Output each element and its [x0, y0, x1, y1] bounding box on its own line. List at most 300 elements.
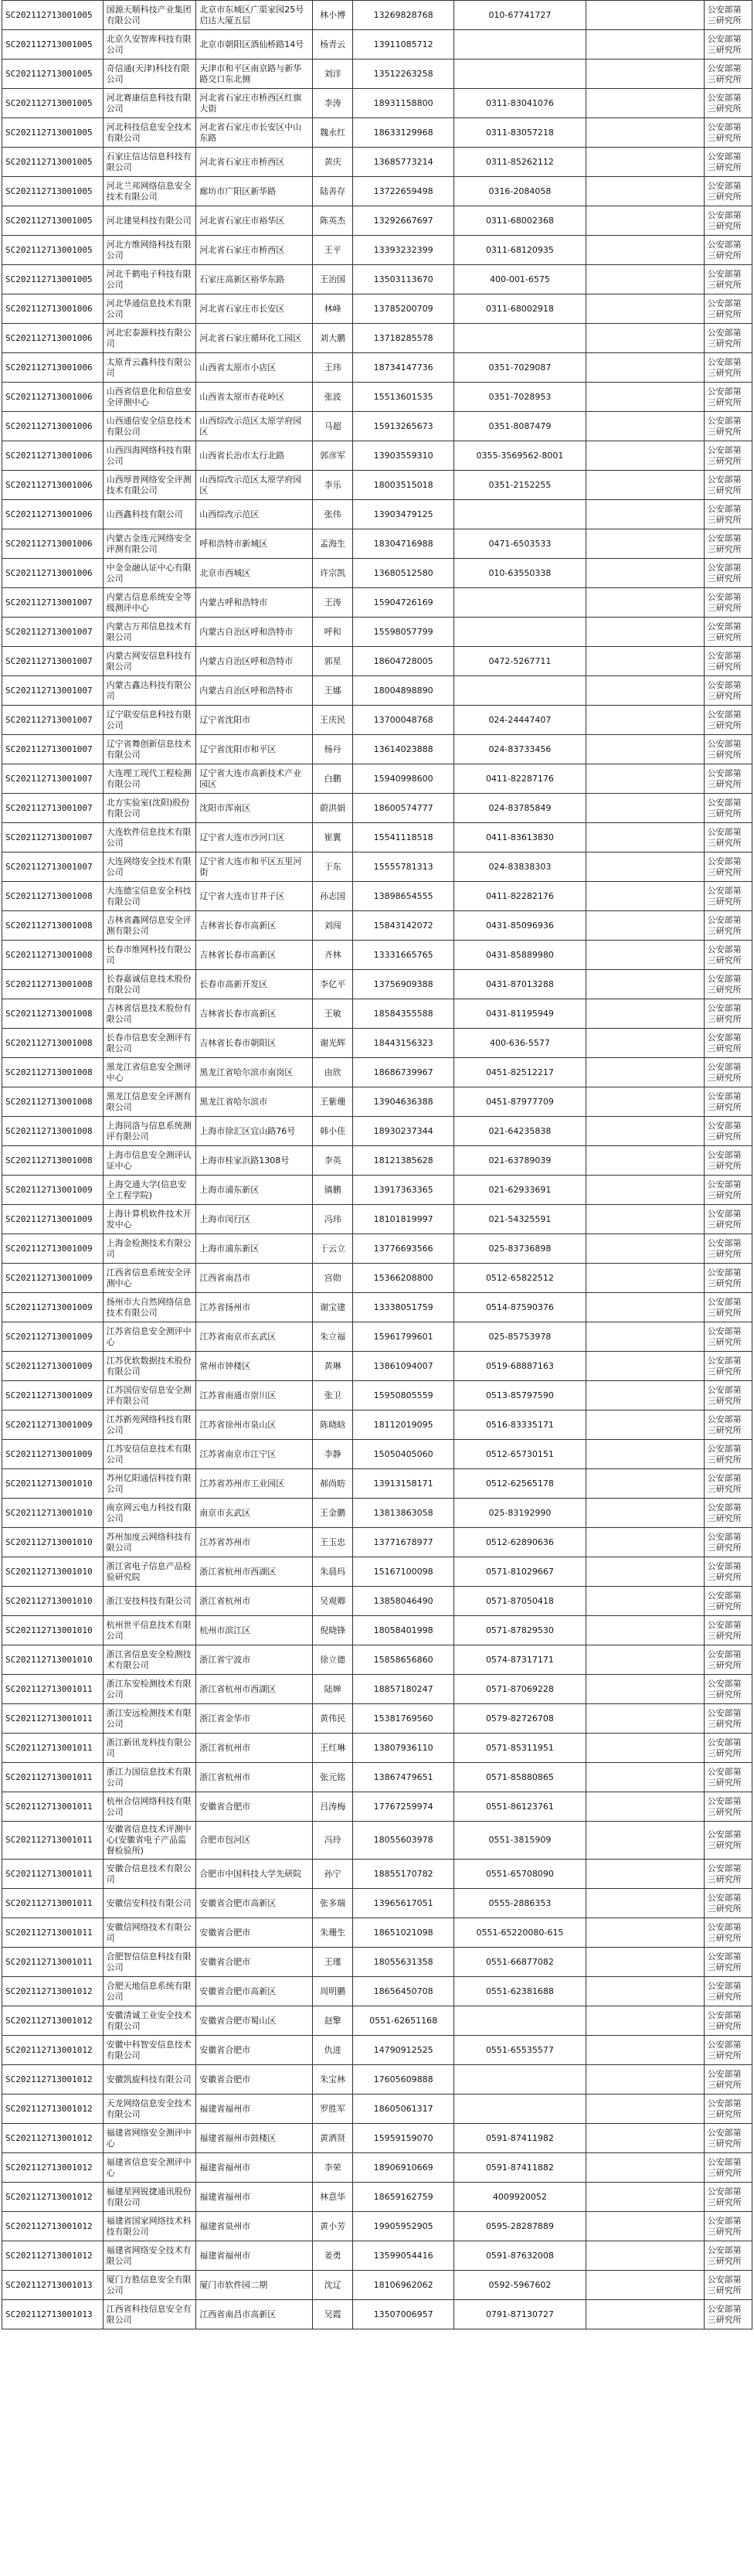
address-cell: 辽宁省大连市甘井子区 — [196, 882, 313, 911]
office-phone-cell: 024-83838303 — [453, 852, 586, 882]
company-name-cell: 浙江安远检测技术有限公司 — [103, 1704, 196, 1734]
note-cell — [586, 529, 704, 559]
mobile-phone-cell: 13331665765 — [353, 941, 454, 970]
note-cell — [586, 1675, 704, 1704]
note-cell — [586, 882, 704, 911]
note-cell — [586, 383, 704, 412]
note-cell — [586, 1176, 704, 1205]
company-name-cell: 浙江新讯龙科技有限公司 — [103, 1734, 196, 1763]
contact-person-cell: 徐立德 — [313, 1645, 353, 1675]
record-id-cell: SC202112713001005 — [2, 60, 104, 89]
mobile-phone-cell: 18443156323 — [353, 1029, 454, 1058]
dept-cell: 公安部第三研究所 — [704, 2065, 752, 2094]
contact-person-cell: 王平 — [313, 236, 353, 265]
contact-person-cell: 蔚洪娟 — [313, 794, 353, 823]
record-id-cell: SC202112713001012 — [2, 2183, 104, 2212]
mobile-phone-cell: 13813863058 — [353, 1499, 454, 1528]
office-phone-cell: 010-63550338 — [453, 559, 586, 588]
company-name-cell: 山西厚普网络安全评测技术有限公司 — [103, 471, 196, 500]
address-cell: 河北省石家庄市桥西区 — [196, 148, 313, 177]
table-row — [2, 265, 752, 294]
office-phone-cell — [453, 30, 586, 60]
office-phone-cell: 0355-3569562-8001 — [453, 441, 586, 471]
table-row — [2, 999, 752, 1029]
record-id-cell: SC202112713001011 — [2, 1792, 104, 1822]
record-id-cell: SC202112713001008 — [2, 999, 104, 1029]
dept-cell: 公安部第三研究所 — [704, 823, 752, 852]
company-name-cell: 山西四海网络科技有限公司 — [103, 441, 196, 471]
contact-person-cell: 吴观卿 — [313, 1587, 353, 1616]
mobile-phone-cell: 13680512580 — [353, 559, 454, 588]
office-phone-cell — [453, 324, 586, 353]
table-row — [2, 1469, 752, 1499]
contact-person-cell: 朱宝林 — [313, 2065, 353, 2094]
table-row — [2, 647, 752, 676]
address-cell: 天津市和平区南京路与新华路交口东北侧 — [196, 60, 313, 89]
office-phone-cell: 0571-85880865 — [453, 1763, 586, 1792]
office-phone-cell: 0311-83057218 — [453, 118, 586, 148]
dept-cell: 公安部第三研究所 — [704, 1058, 752, 1087]
record-id-cell: SC202112713001005 — [2, 30, 104, 60]
address-cell: 辽宁省大连市沙河口区 — [196, 823, 313, 852]
address-cell: 江苏省徐州市泉山区 — [196, 1411, 313, 1440]
dept-cell: 公安部第三研究所 — [704, 676, 752, 706]
note-cell — [586, 2153, 704, 2183]
dept-cell: 公安部第三研究所 — [704, 148, 752, 177]
mobile-phone-cell: 13807936110 — [353, 1734, 454, 1763]
dept-cell: 公安部第三研究所 — [704, 383, 752, 412]
table-row — [2, 2036, 752, 2065]
company-name-cell: 河北兰邦网络信息安全技术有限公司 — [103, 177, 196, 206]
dept-cell: 公安部第三研究所 — [704, 706, 752, 735]
table-row — [2, 1675, 752, 1704]
note-cell — [586, 559, 704, 588]
record-id-cell: SC202112713001009 — [2, 1205, 104, 1234]
mobile-phone-cell: 13858046490 — [353, 1587, 454, 1616]
note-cell — [586, 1469, 704, 1499]
company-name-cell: 黑龙江信息安全评测有限公司 — [103, 1087, 196, 1117]
table-row — [2, 2300, 752, 2329]
table-row — [2, 529, 752, 559]
contact-person-cell: 于东 — [313, 852, 353, 882]
record-id-cell: SC202112713001010 — [2, 1616, 104, 1645]
contact-person-cell: 马超 — [313, 412, 353, 441]
contact-person-cell: 王红琳 — [313, 1734, 353, 1763]
mobile-phone-cell: 13512263258 — [353, 60, 454, 89]
office-phone-cell — [453, 2094, 586, 2124]
office-phone-cell: 0591-87411882 — [453, 2153, 586, 2183]
address-cell: 江西省南昌市高新区 — [196, 2300, 313, 2329]
company-name-cell: 山西省信息化和信息安全评测中心 — [103, 383, 196, 412]
company-name-cell: 上海交通大学(信息安全工程学院) — [103, 1176, 196, 1205]
company-name-cell: 上海市信息安全测评认证中心 — [103, 1146, 196, 1176]
address-cell: 辽宁省大连市和平区五里河街 — [196, 852, 313, 882]
company-name-cell: 上海金检测技术有限公司 — [103, 1234, 196, 1264]
dept-cell: 公安部第三研究所 — [704, 2271, 752, 2300]
table-row — [2, 1763, 752, 1792]
mobile-phone-cell: 13718285578 — [353, 324, 454, 353]
note-cell — [586, 2006, 704, 2036]
dept-cell: 公安部第三研究所 — [704, 294, 752, 324]
table-row — [2, 353, 752, 383]
table-row — [2, 970, 752, 999]
note-cell — [586, 735, 704, 764]
record-id-cell: SC202112713001011 — [2, 1704, 104, 1734]
contact-person-cell: 张元铭 — [313, 1763, 353, 1792]
note-cell — [586, 1528, 704, 1557]
dept-cell: 公安部第三研究所 — [704, 1587, 752, 1616]
dept-cell: 公安部第三研究所 — [704, 1918, 752, 1948]
record-id-cell: SC202112713001008 — [2, 941, 104, 970]
office-phone-cell: 0411-82282176 — [453, 882, 586, 911]
address-cell: 福建省福州市 — [196, 2094, 313, 2124]
address-cell: 吉林省长春市朝阳区 — [196, 1029, 313, 1058]
contact-person-cell: 杨丹 — [313, 735, 353, 764]
mobile-phone-cell: 18121385628 — [353, 1146, 454, 1176]
company-name-cell: 大连网络安全技术有限公司 — [103, 852, 196, 882]
office-phone-cell: 0791-87130727 — [453, 2300, 586, 2329]
office-phone-cell: 0431-85096936 — [453, 911, 586, 941]
record-id-cell: SC202112713001007 — [2, 735, 104, 764]
table-row — [2, 1411, 752, 1440]
note-cell — [586, 588, 704, 618]
dept-cell: 公安部第三研究所 — [704, 1704, 752, 1734]
record-id-cell: SC202112713001008 — [2, 1146, 104, 1176]
contact-person-cell: 于云立 — [313, 1234, 353, 1264]
office-phone-cell: 0514-87590376 — [453, 1293, 586, 1322]
note-cell — [586, 60, 704, 89]
office-phone-cell: 0551-65535577 — [453, 2036, 586, 2065]
mobile-phone-cell: 13685773214 — [353, 148, 454, 177]
mobile-phone-cell: 13700048768 — [353, 706, 454, 735]
company-name-cell: 福建省信息安全测评中心 — [103, 2153, 196, 2183]
table-row — [2, 1645, 752, 1675]
dept-cell: 公安部第三研究所 — [704, 1792, 752, 1822]
record-id-cell: SC202112713001006 — [2, 529, 104, 559]
address-cell: 福建省泉州市 — [196, 2212, 313, 2241]
office-phone-cell: 0472-5267711 — [453, 647, 586, 676]
dept-cell: 公安部第三研究所 — [704, 1440, 752, 1469]
dept-cell: 公安部第三研究所 — [704, 2212, 752, 2241]
mobile-phone-cell: 18659162759 — [353, 2183, 454, 2212]
table-row — [2, 30, 752, 60]
company-name-cell: 黑龙江省信息安全测评中心 — [103, 1058, 196, 1087]
dept-cell: 公安部第三研究所 — [704, 1734, 752, 1763]
record-id-cell: SC202112713001009 — [2, 1264, 104, 1293]
table-row — [2, 1528, 752, 1557]
record-id-cell: SC202112713001009 — [2, 1234, 104, 1264]
table-row — [2, 588, 752, 618]
company-name-cell: 长春市维网科技有限公司 — [103, 941, 196, 970]
mobile-phone-cell: 13599054416 — [353, 2241, 454, 2271]
table-row — [2, 2241, 752, 2271]
record-id-cell: SC202112713001006 — [2, 324, 104, 353]
company-name-cell: 内蒙古万邦信息技术有限公司 — [103, 618, 196, 647]
office-phone-cell: 0592-5967602 — [453, 2271, 586, 2300]
table-row — [2, 1205, 752, 1234]
contact-person-cell: 孙志国 — [313, 882, 353, 911]
dept-cell: 公安部第三研究所 — [704, 324, 752, 353]
table-row — [2, 1264, 752, 1293]
note-cell — [586, 30, 704, 60]
table-row — [2, 911, 752, 941]
record-id-cell: SC202112713001008 — [2, 1058, 104, 1087]
mobile-phone-cell: 15541118518 — [353, 823, 454, 852]
dept-cell: 公安部第三研究所 — [704, 2300, 752, 2329]
contact-person-cell: 黄庆 — [313, 148, 353, 177]
table-row — [2, 735, 752, 764]
office-phone-cell: 021-64235838 — [453, 1117, 586, 1146]
record-id-cell: SC202112713001009 — [2, 1322, 104, 1352]
company-name-cell: 中金金融认证中心有限公司 — [103, 559, 196, 588]
address-cell: 呼和浩特市新城区 — [196, 529, 313, 559]
dept-cell: 公安部第三研究所 — [704, 1117, 752, 1146]
mobile-phone-cell: 13503113670 — [353, 265, 454, 294]
address-cell: 浙江省杭州市西湖区 — [196, 1675, 313, 1704]
company-name-cell: 北方实验室(沈阳)股份有限公司 — [103, 794, 196, 823]
office-phone-cell: 024-83785849 — [453, 794, 586, 823]
address-cell: 浙江省杭州市西湖区 — [196, 1557, 313, 1587]
dept-cell: 公安部第三研究所 — [704, 1977, 752, 2006]
note-cell — [586, 1557, 704, 1587]
record-id-cell: SC202112713001007 — [2, 852, 104, 882]
contact-person-cell: 罗胜军 — [313, 2094, 353, 2124]
company-name-cell: 奇信通(天津)科技有限公司 — [103, 60, 196, 89]
record-id-cell: SC202112713001012 — [2, 2124, 104, 2153]
record-id-cell: SC202112713001005 — [2, 1, 104, 30]
office-phone-cell: 0431-81195949 — [453, 999, 586, 1029]
record-id-cell: SC202112713001008 — [2, 1087, 104, 1117]
office-phone-cell: 021-63789039 — [453, 1146, 586, 1176]
address-cell: 内蒙古自治区呼和浩特市 — [196, 676, 313, 706]
company-name-cell: 内蒙古网安信息科技有限公司 — [103, 647, 196, 676]
office-phone-cell: 0591-87632008 — [453, 2241, 586, 2271]
record-id-cell: SC202112713001006 — [2, 559, 104, 588]
record-id-cell: SC202112713001009 — [2, 1352, 104, 1381]
dept-cell: 公安部第三研究所 — [704, 1234, 752, 1264]
dept-cell: 公安部第三研究所 — [704, 412, 752, 441]
table-row — [2, 1557, 752, 1587]
address-cell: 江苏省南京市玄武区 — [196, 1322, 313, 1352]
address-cell: 辽宁省沈阳市 — [196, 706, 313, 735]
company-name-cell: 安徽清诚工业安全技术有限公司 — [103, 2006, 196, 2036]
table-row — [2, 1234, 752, 1264]
dept-cell: 公安部第三研究所 — [704, 1616, 752, 1645]
office-phone-cell: 0431-85889980 — [453, 941, 586, 970]
mobile-phone-cell: 15858656860 — [353, 1645, 454, 1675]
contact-person-cell: 朱晨玛 — [313, 1557, 353, 1587]
contact-person-cell: 崔翼 — [313, 823, 353, 852]
mobile-phone-cell: 17605609888 — [353, 2065, 454, 2094]
contact-person-cell: 宫勋 — [313, 1264, 353, 1293]
company-name-cell: 福建省国家网络技术科技有限公司 — [103, 2212, 196, 2241]
mobile-phone-cell: 15167100098 — [353, 1557, 454, 1587]
table-row — [2, 2271, 752, 2300]
contact-person-cell: 林意华 — [313, 2183, 353, 2212]
address-cell: 安徽省合肥市高新区 — [196, 1977, 313, 2006]
address-cell: 浙江省金华市 — [196, 1704, 313, 1734]
mobile-phone-cell: 15950805559 — [353, 1381, 454, 1411]
record-id-cell: SC202112713001010 — [2, 1645, 104, 1675]
address-cell: 安徽省合肥市蜀山区 — [196, 2006, 313, 2036]
record-id-cell: SC202112713001007 — [2, 647, 104, 676]
note-cell — [586, 2300, 704, 2329]
office-phone-cell: 024-83733456 — [453, 735, 586, 764]
table-row — [2, 1734, 752, 1763]
mobile-phone-cell: 15913265673 — [353, 412, 454, 441]
dept-cell: 公安部第三研究所 — [704, 1176, 752, 1205]
contact-person-cell: 朱立福 — [313, 1322, 353, 1352]
contact-person-cell: 郭星 — [313, 647, 353, 676]
table-row — [2, 1918, 752, 1948]
company-name-cell: 内蒙古金连元网络安全评测有限公司 — [103, 529, 196, 559]
mobile-phone-cell: 15940998600 — [353, 764, 454, 794]
table-row — [2, 1704, 752, 1734]
dept-cell: 公安部第三研究所 — [704, 764, 752, 794]
mobile-phone-cell: 13898654555 — [353, 882, 454, 911]
contact-person-cell: 沈辽 — [313, 2271, 353, 2300]
address-cell: 河北省石家庄市长安区中山东路 — [196, 118, 313, 148]
record-id-cell: SC202112713001012 — [2, 2212, 104, 2241]
mobile-phone-cell: 18584355588 — [353, 999, 454, 1029]
note-cell — [586, 1322, 704, 1352]
table-row — [2, 2006, 752, 2036]
company-name-cell: 杭州世平信息技术有限公司 — [103, 1616, 196, 1645]
note-cell — [586, 1734, 704, 1763]
record-id-cell: SC202112713001006 — [2, 294, 104, 324]
table-row — [2, 559, 752, 588]
table-row — [2, 1792, 752, 1822]
office-phone-cell: 0574-87317171 — [453, 1645, 586, 1675]
record-id-cell: SC202112713001009 — [2, 1440, 104, 1469]
table-row — [2, 1058, 752, 1087]
address-cell: 辽宁省沈阳市和平区 — [196, 735, 313, 764]
note-cell — [586, 353, 704, 383]
dept-cell: 公安部第三研究所 — [704, 206, 752, 236]
table-row — [2, 823, 752, 852]
dept-cell: 公安部第三研究所 — [704, 500, 752, 529]
record-id-cell: SC202112713001006 — [2, 500, 104, 529]
mobile-phone-cell: 15366208800 — [353, 1264, 454, 1293]
contact-person-cell: 白鹏 — [313, 764, 353, 794]
company-name-cell: 苏州加度云网络科技有限公司 — [103, 1528, 196, 1557]
mobile-phone-cell: 13771678977 — [353, 1528, 454, 1557]
company-name-cell: 浙江力国信息技术有限公司 — [103, 1763, 196, 1792]
company-name-cell: 江苏新苑网络科技有限公司 — [103, 1411, 196, 1440]
record-id-cell: SC202112713001012 — [2, 2153, 104, 2183]
contact-person-cell: 赵擎 — [313, 2006, 353, 2036]
record-id-cell: SC202112713001010 — [2, 1499, 104, 1528]
mobile-phone-cell: 18930237344 — [353, 1117, 454, 1146]
office-phone-cell: 0595-28287889 — [453, 2212, 586, 2241]
office-phone-cell: 024-24447407 — [453, 706, 586, 735]
note-cell — [586, 823, 704, 852]
address-cell: 江苏省苏州市 — [196, 1528, 313, 1557]
note-cell — [586, 412, 704, 441]
contact-person-cell: 陈英杰 — [313, 206, 353, 236]
mobile-phone-cell: 13903479125 — [353, 500, 454, 529]
note-cell — [586, 471, 704, 500]
dept-cell: 公安部第三研究所 — [704, 60, 752, 89]
record-id-cell: SC202112713001012 — [2, 2006, 104, 2036]
contact-person-cell: 张波 — [313, 383, 353, 412]
address-cell: 江苏省南京市江宁区 — [196, 1440, 313, 1469]
contact-person-cell: 刘闯 — [313, 911, 353, 941]
company-name-cell: 辽宁联安信息科技有限公司 — [103, 706, 196, 735]
table-row — [2, 1352, 752, 1381]
table-row — [2, 1029, 752, 1058]
mobile-phone-cell: 18605061317 — [353, 2094, 454, 2124]
contact-person-cell: 倪晓锋 — [313, 1616, 353, 1645]
company-name-cell: 浙江省电子信息产品检验研究院 — [103, 1557, 196, 1587]
dept-cell: 公安部第三研究所 — [704, 1528, 752, 1557]
table-row — [2, 794, 752, 823]
mobile-phone-cell: 18003515018 — [353, 471, 454, 500]
company-name-cell: 江西省信息系统安全评测中心 — [103, 1264, 196, 1293]
record-id-cell: SC202112713001006 — [2, 412, 104, 441]
mobile-phone-cell: 15904726169 — [353, 588, 454, 618]
table-row — [2, 2065, 752, 2094]
note-cell — [586, 941, 704, 970]
company-name-cell: 福建星网锐捷通讯股份有限公司 — [103, 2183, 196, 2212]
record-id-cell: SC202112713001008 — [2, 970, 104, 999]
note-cell — [586, 1411, 704, 1440]
note-cell — [586, 676, 704, 706]
address-cell: 河北省石家庄循环化工园区 — [196, 324, 313, 353]
table-row — [2, 89, 752, 118]
record-id-cell: SC202112713001012 — [2, 2094, 104, 2124]
contact-person-cell: 王涛 — [313, 588, 353, 618]
record-id-cell: SC202112713001006 — [2, 471, 104, 500]
address-cell: 福建省福州市 — [196, 2241, 313, 2271]
address-cell: 安徽省合肥市 — [196, 1918, 313, 1948]
mobile-phone-cell: 15959159070 — [353, 2124, 454, 2153]
dept-cell: 公安部第三研究所 — [704, 236, 752, 265]
office-phone-cell — [453, 676, 586, 706]
company-name-cell: 福建省网络安全测评中心 — [103, 2124, 196, 2153]
note-cell — [586, 999, 704, 1029]
table-row — [2, 383, 752, 412]
address-cell: 安徽省合肥市 — [196, 1792, 313, 1822]
address-cell: 杭州市滨江区 — [196, 1616, 313, 1645]
record-id-cell: SC202112713001008 — [2, 1029, 104, 1058]
table-row — [2, 1146, 752, 1176]
contact-person-cell: 孙宁 — [313, 1860, 353, 1889]
record-id-cell: SC202112713001005 — [2, 236, 104, 265]
company-name-cell: 内蒙古鑫达科技有限公司 — [103, 676, 196, 706]
dept-cell: 公安部第三研究所 — [704, 999, 752, 1029]
record-id-cell: SC202112713001011 — [2, 1822, 104, 1860]
contact-person-cell: 李英 — [313, 1146, 353, 1176]
company-name-cell: 北京久安智库科技有限公司 — [103, 30, 196, 60]
office-phone-cell: 0512-65730151 — [453, 1440, 586, 1469]
note-cell — [586, 324, 704, 353]
mobile-phone-cell: 18058401998 — [353, 1616, 454, 1645]
mobile-phone-cell: 15513601535 — [353, 383, 454, 412]
contact-person-cell: 陆善存 — [313, 177, 353, 206]
contact-person-cell: 谢宝建 — [313, 1293, 353, 1322]
address-cell: 山西综改示范区太原学府园区 — [196, 471, 313, 500]
table-row — [2, 118, 752, 148]
company-name-cell: 合肥天地信息系统有限公司 — [103, 1977, 196, 2006]
contact-person-cell: 郝尚昉 — [313, 1469, 353, 1499]
note-cell — [586, 1763, 704, 1792]
mobile-phone-cell: 18304716988 — [353, 529, 454, 559]
company-name-cell: 大连软件信息技术有限公司 — [103, 823, 196, 852]
table-row — [2, 706, 752, 735]
note-cell — [586, 1645, 704, 1675]
record-id-cell: SC202112713001007 — [2, 588, 104, 618]
